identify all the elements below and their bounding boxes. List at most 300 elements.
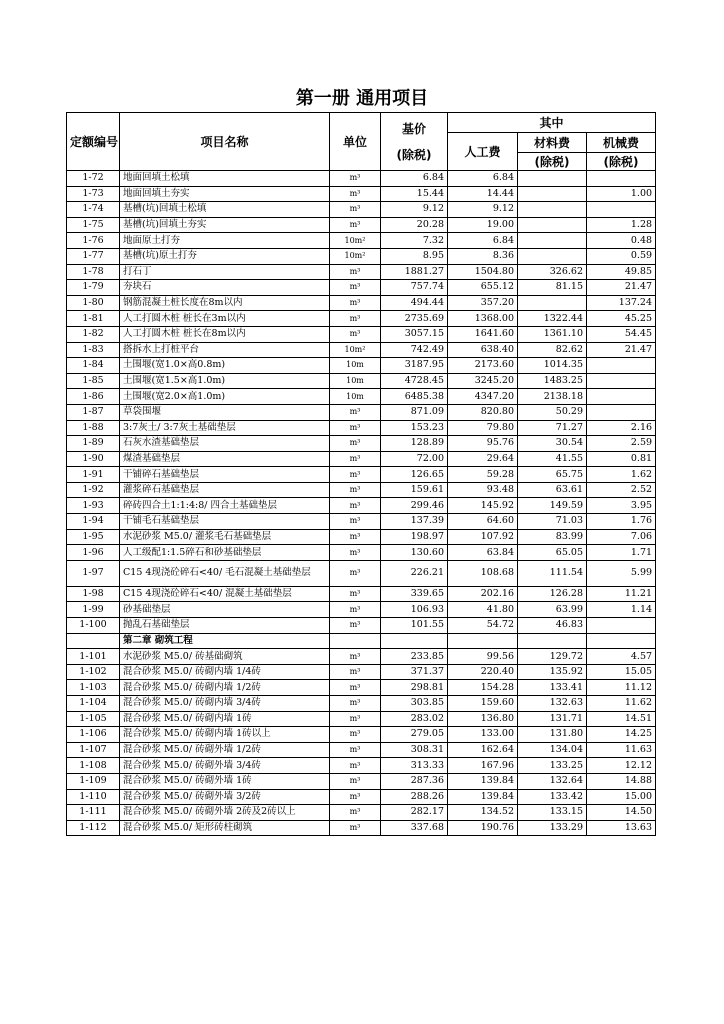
cell-base-price: 128.89 [381,436,448,452]
cell-name: 混合砂浆 M5.0/ 砖砌外墙 3/2砖 [120,789,330,805]
cell-base-price: 299.46 [381,498,448,514]
cell-material: 135.92 [518,664,587,680]
cell-base-price: 494.44 [381,295,448,311]
cell-code: 1-93 [67,498,120,514]
cell-code: 1-74 [67,202,120,218]
table-row [67,758,656,774]
cell-code: 1-98 [67,586,120,602]
cell-material: 1361.10 [518,326,587,342]
cell-name: 砂基础垫层 [120,602,330,618]
cell-unit: 10m [330,358,381,374]
cell-unit: m³ [330,696,381,712]
cell-code: 1-76 [67,233,120,249]
table-row [67,560,656,586]
table-row [67,326,656,342]
table-row [67,280,656,296]
cell-name: 混合砂浆 M5.0/ 砖砌外墙 2砖及2砖以上 [120,805,330,821]
cell-machine: 1.28 [587,217,656,233]
cell-base-price: 6.84 [381,171,448,187]
cell-unit: m³ [330,758,381,774]
cell-machine: 15.00 [587,789,656,805]
cell-unit: m³ [330,649,381,665]
cell-code: 1-88 [67,420,120,436]
cell-machine: 11.21 [587,586,656,602]
table-row [67,649,656,665]
cell-name: C15 4现浇砼碎石<40/ 毛石混凝土基础垫层 [120,560,330,586]
cell-code: 1-79 [67,280,120,296]
cell-labor: 357.20 [448,295,518,311]
cell-labor: 1504.80 [448,264,518,280]
cell-material [518,295,587,311]
cell-labor: 1641.60 [448,326,518,342]
cell-machine: 0.59 [587,248,656,264]
cell-unit: m³ [330,280,381,296]
cell-material: 134.04 [518,742,587,758]
table-row [67,436,656,452]
header-among: 其中 [448,113,656,133]
cell-material: 126.28 [518,586,587,602]
table-row [67,389,656,405]
table-row [67,820,656,836]
cell-labor: 655.12 [448,280,518,296]
cell-name: 干铺碎石基础垫层 [120,467,330,483]
cell-unit: m³ [330,742,381,758]
cell-code: 1-94 [67,514,120,530]
cell-code: 1-109 [67,773,120,789]
cell-code: 1-111 [67,805,120,821]
cell-base-price: 298.81 [381,680,448,696]
cell-base-price: 1881.27 [381,264,448,280]
cell-unit: m³ [330,326,381,342]
cell-unit: m³ [330,482,381,498]
cell-machine: 0.81 [587,451,656,467]
cell-machine: 21.47 [587,342,656,358]
cell-machine [587,633,656,649]
table-row [67,773,656,789]
cell-material: 65.75 [518,467,587,483]
table-row [67,233,656,249]
cell-code: 1-89 [67,436,120,452]
table-row [67,711,656,727]
cell-machine [587,389,656,405]
cell-base-price: 20.28 [381,217,448,233]
cell-base-price: 159.61 [381,482,448,498]
cell-labor: 6.84 [448,171,518,187]
cell-labor: 3245.20 [448,373,518,389]
cell-material [518,202,587,218]
cell-code: 1-96 [67,545,120,561]
cell-unit: m³ [330,467,381,483]
cell-code: 1-80 [67,295,120,311]
cell-labor: 64.60 [448,514,518,530]
cell-machine: 12.12 [587,758,656,774]
cell-name: 混合砂浆 M5.0/ 砖砌内墙 3/4砖 [120,696,330,712]
cell-machine: 2.59 [587,436,656,452]
cell-name: 地面原土打夯 [120,233,330,249]
cell-labor: 6.84 [448,233,518,249]
cell-labor: 95.76 [448,436,518,452]
cell-name: 水泥砂浆 M5.0/ 灌浆毛石基础垫层 [120,529,330,545]
cell-name: 混合砂浆 M5.0/ 砖砌外墙 1/2砖 [120,742,330,758]
cell-base-price: 757.74 [381,280,448,296]
cell-base-price: 226.21 [381,560,448,586]
cell-base-price: 2735.69 [381,311,448,327]
cell-name: 混合砂浆 M5.0/ 砖砌内墙 1砖 [120,711,330,727]
cell-base-price: 233.85 [381,649,448,665]
table-row [67,311,656,327]
cell-material [518,248,587,264]
cell-machine: 11.12 [587,680,656,696]
cell-code: 1-90 [67,451,120,467]
table-row [67,498,656,514]
cell-base-price: 337.68 [381,820,448,836]
cell-code: 1-105 [67,711,120,727]
cell-base-price: 198.97 [381,529,448,545]
cell-name: 基槽(坑)回填土夯实 [120,217,330,233]
cell-code: 1-101 [67,649,120,665]
cell-machine [587,618,656,634]
table-row [67,664,656,680]
cell-unit: m³ [330,664,381,680]
cell-base-price: 15.44 [381,186,448,202]
cell-labor: 29.64 [448,451,518,467]
table-row [67,342,656,358]
cell-base-price: 3057.15 [381,326,448,342]
cell-code: 1-106 [67,727,120,743]
cell-base-price: 279.05 [381,727,448,743]
cell-name: 地面回填土夯实 [120,186,330,202]
cell-name: C15 4现浇砼碎石<40/ 混凝土基础垫层 [120,586,330,602]
cell-base-price: 303.85 [381,696,448,712]
cell-name: 干铺毛石基础垫层 [120,514,330,530]
cell-labor: 79.80 [448,420,518,436]
cell-machine: 137.24 [587,295,656,311]
cell-labor: 8.36 [448,248,518,264]
header-unit: 单位 [330,113,381,171]
cell-base-price: 101.55 [381,618,448,634]
cell-code: 1-95 [67,529,120,545]
cell-unit [330,633,381,649]
header-material-label: 材料费 [533,135,570,150]
cell-machine: 2.16 [587,420,656,436]
cell-base-price: 282.17 [381,805,448,821]
cell-labor: 167.96 [448,758,518,774]
cell-machine: 7.06 [587,529,656,545]
cell-unit: m³ [330,498,381,514]
cell-name: 人工打圆木桩 桩长在3m以内 [120,311,330,327]
cell-machine: 2.52 [587,482,656,498]
cell-name: 混合砂浆 M5.0/ 砖砌内墙 1砖以上 [120,727,330,743]
cell-unit: m³ [330,586,381,602]
cell-unit: m³ [330,217,381,233]
cell-code: 1-72 [67,171,120,187]
cell-name: 碎砖四合土1:1:4:8/ 四合土基础垫层 [120,498,330,514]
cell-machine [587,358,656,374]
cell-material [518,171,587,187]
cell-machine [587,202,656,218]
cell-labor: 93.48 [448,482,518,498]
cell-base-price [381,633,448,649]
cell-unit: m³ [330,545,381,561]
cell-unit: m³ [330,311,381,327]
cell-code: 1-84 [67,358,120,374]
header-base-price [381,113,448,171]
cell-base-price: 72.00 [381,451,448,467]
table-row [67,451,656,467]
cell-code: 1-99 [67,602,120,618]
cell-code: 1-78 [67,264,120,280]
cell-unit: 10m [330,389,381,405]
cell-code: 1-91 [67,467,120,483]
table-row [67,789,656,805]
cell-labor: 54.72 [448,618,518,634]
cell-material: 63.99 [518,602,587,618]
cell-material: 132.63 [518,696,587,712]
cell-code: 1-108 [67,758,120,774]
cell-unit: 10m² [330,248,381,264]
cell-base-price: 308.31 [381,742,448,758]
cell-name: 人工级配1:1.5碎石和砂基础垫层 [120,545,330,561]
cell-material: 83.99 [518,529,587,545]
cell-name: 混合砂浆 M5.0/ 砖砌外墙 3/4砖 [120,758,330,774]
cell-name: 混合砂浆 M5.0/ 砖砌内墙 1/4砖 [120,664,330,680]
header-machine [587,133,656,153]
cell-base-price: 8.95 [381,248,448,264]
table-row [67,742,656,758]
page-title: 第一册 通用项目 [295,88,429,109]
table-row [67,529,656,545]
cell-base-price: 130.60 [381,545,448,561]
table-row [67,358,656,374]
table-row [67,805,656,821]
cell-name: 土围堰(宽1.5×高1.0m) [120,373,330,389]
cell-material: 131.71 [518,711,587,727]
cell-unit: m³ [330,202,381,218]
table-row [67,420,656,436]
cell-material: 149.59 [518,498,587,514]
cell-code: 1-75 [67,217,120,233]
cell-material: 81.15 [518,280,587,296]
table-row [67,514,656,530]
header-code: 定额编号 [67,113,120,171]
cell-code: 1-92 [67,482,120,498]
cell-machine: 13.63 [587,820,656,836]
table-row [67,586,656,602]
cell-code: 1-83 [67,342,120,358]
header-material-note: (除税) [518,153,587,171]
cell-labor: 14.44 [448,186,518,202]
cell-name: 草袋围堰 [120,404,330,420]
cell-labor: 139.84 [448,773,518,789]
cell-base-price: 9.12 [381,202,448,218]
header-base-price-note: (除税) [396,147,432,162]
cell-code: 1-87 [67,404,120,420]
cell-unit: m³ [330,295,381,311]
cell-material [518,217,587,233]
cell-code: 1-103 [67,680,120,696]
cell-machine: 1.71 [587,545,656,561]
cell-machine: 15.05 [587,664,656,680]
cell-unit: 10m² [330,233,381,249]
cell-labor: 1368.00 [448,311,518,327]
cell-material: 46.83 [518,618,587,634]
cell-base-price: 287.36 [381,773,448,789]
cell-name: 3:7灰土/ 3:7灰土基础垫层 [120,420,330,436]
cell-material: 129.72 [518,649,587,665]
table-row [67,202,656,218]
table-row [67,171,656,187]
cell-material: 30.54 [518,436,587,452]
cell-machine: 45.25 [587,311,656,327]
cell-base-price: 126.65 [381,467,448,483]
table-row [67,264,656,280]
cell-material: 1483.25 [518,373,587,389]
cell-base-price: 6485.38 [381,389,448,405]
cell-labor: 154.28 [448,680,518,696]
header-machine-note: (除税) [587,153,656,171]
cell-base-price: 339.65 [381,586,448,602]
cell-labor: 190.76 [448,820,518,836]
cell-name: 灌浆碎石基础垫层 [120,482,330,498]
table-row [67,727,656,743]
cell-machine: 11.63 [587,742,656,758]
cell-code: 1-81 [67,311,120,327]
cell-name: 土围堰(宽1.0×高0.8m) [120,358,330,374]
cell-code: 1-100 [67,618,120,634]
cell-unit: m³ [330,680,381,696]
cell-material: 2138.18 [518,389,587,405]
cell-unit: m³ [330,529,381,545]
cell-base-price: 283.02 [381,711,448,727]
cell-unit: m³ [330,820,381,836]
cell-name: 石灰水渣基础垫层 [120,436,330,452]
cell-labor: 2173.60 [448,358,518,374]
cell-labor: 4347.20 [448,389,518,405]
cell-labor: 136.80 [448,711,518,727]
cell-machine: 3.95 [587,498,656,514]
cell-material: 133.41 [518,680,587,696]
cell-machine: 11.62 [587,696,656,712]
cell-name: 第二章 砌筑工程 [120,633,330,649]
cell-name: 夯块石 [120,280,330,296]
cell-code: 1-110 [67,789,120,805]
cell-unit: m³ [330,789,381,805]
cell-unit: m³ [330,560,381,586]
cell-material: 71.03 [518,514,587,530]
cell-labor: 159.60 [448,696,518,712]
table-row [67,696,656,712]
cell-labor: 107.92 [448,529,518,545]
table-row [67,404,656,420]
cell-labor: 63.84 [448,545,518,561]
cell-name: 打石丁 [120,264,330,280]
cell-unit: m³ [330,711,381,727]
cell-code: 1-97 [67,560,120,586]
cell-code: 1-85 [67,373,120,389]
cell-labor: 59.28 [448,467,518,483]
cell-code: 1-107 [67,742,120,758]
header-labor: 人工费 [448,133,518,171]
cell-labor: 202.16 [448,586,518,602]
cell-material: 133.25 [518,758,587,774]
cell-unit: m³ [330,436,381,452]
cell-unit: m³ [330,727,381,743]
cell-unit: m³ [330,602,381,618]
cell-name: 钢筋混凝土桩长度在8m以内 [120,295,330,311]
cell-unit: m³ [330,514,381,530]
cell-machine [587,373,656,389]
cell-material: 82.62 [518,342,587,358]
table-row [67,248,656,264]
cell-base-price: 871.09 [381,404,448,420]
cell-base-price: 153.23 [381,420,448,436]
cell-machine: 5.99 [587,560,656,586]
cell-unit: m³ [330,171,381,187]
cell-machine: 1.14 [587,602,656,618]
cell-name: 水泥砂浆 M5.0/ 砖基础砌筑 [120,649,330,665]
cell-material: 111.54 [518,560,587,586]
table-row [67,482,656,498]
cell-material: 131.80 [518,727,587,743]
cell-code: 1-86 [67,389,120,405]
header-base-price-label: 基价 [401,121,426,136]
cell-name: 混合砂浆 M5.0/ 砖砌内墙 1/2砖 [120,680,330,696]
cell-machine [587,404,656,420]
cell-material: 133.29 [518,820,587,836]
quota-table [66,112,656,836]
cell-machine: 14.50 [587,805,656,821]
cell-material: 133.42 [518,789,587,805]
cell-material: 50.29 [518,404,587,420]
cell-material: 63.61 [518,482,587,498]
table-row [67,373,656,389]
cell-base-price: 371.37 [381,664,448,680]
cell-name: 土围堰(宽2.0×高1.0m) [120,389,330,405]
table-row [67,545,656,561]
cell-unit: m³ [330,805,381,821]
cell-material: 41.55 [518,451,587,467]
cell-name: 抛乱石基础垫层 [120,618,330,634]
cell-name: 基槽(坑)原土打夯 [120,248,330,264]
cell-material [518,633,587,649]
cell-name: 人工打圆木桩 桩长在8m以内 [120,326,330,342]
cell-labor: 133.00 [448,727,518,743]
header-machine-label: 机械费 [603,135,640,150]
cell-labor: 162.64 [448,742,518,758]
table-row [67,680,656,696]
cell-code: 1-73 [67,186,120,202]
cell-base-price: 3187.95 [381,358,448,374]
cell-base-price: 742.49 [381,342,448,358]
cell-machine: 1.76 [587,514,656,530]
header-material [518,133,587,153]
cell-machine: 0.48 [587,233,656,249]
cell-code [67,633,120,649]
cell-unit: m³ [330,451,381,467]
cell-material [518,233,587,249]
cell-labor [448,633,518,649]
chapter-row [67,633,656,649]
cell-unit: m³ [330,618,381,634]
cell-name: 搭拆水上打桩平台 [120,342,330,358]
cell-material: 133.15 [518,805,587,821]
cell-material: 1322.44 [518,311,587,327]
cell-machine: 1.00 [587,186,656,202]
cell-base-price: 4728.45 [381,373,448,389]
cell-unit: m³ [330,186,381,202]
cell-base-price: 106.93 [381,602,448,618]
table-row [67,618,656,634]
